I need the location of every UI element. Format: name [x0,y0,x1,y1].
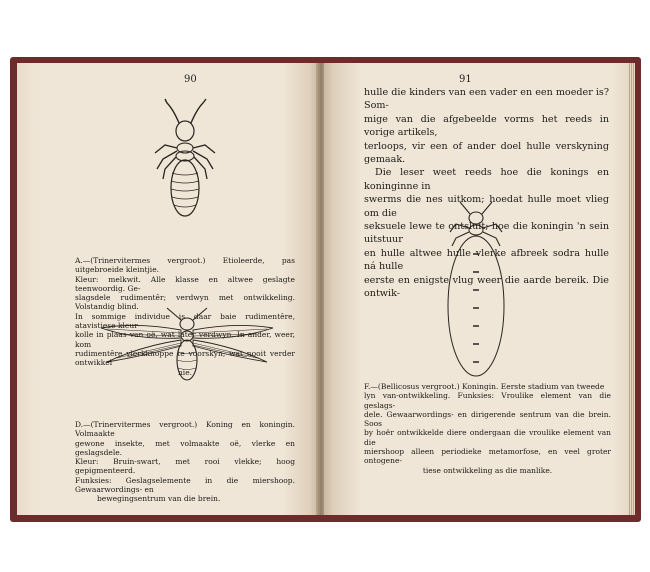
caption-f-line: dele. Gewaarwordings- en dirigerende sentrum van die brein. Soos [364,409,611,429]
caption-f-line: by hoër ontwikkelde diere ondergaan die vroulike element van die [364,428,611,447]
left-page [17,63,319,515]
caption-a-line: Kleur: melkwit. Alle klasse en altwee geslagte teenwoordig. Ge- [75,274,295,293]
figure-f-termite-queen [436,198,516,378]
caption-d-line: Funksies: Geslagselemente in die miershoop. Gewaarwordings- en [75,475,295,495]
caption-f-line: F.—(Bellicosus vergroot.) Koningin. Eerste stadium van tweede [364,382,605,391]
caption-a-line: nie. [177,367,193,377]
right-page [324,63,630,515]
caption-a-line: kolle in plaas van oë, wat later verdwyn. In ander, weer, kom [75,330,295,349]
caption-a-line: rudimentêre vlerkknoppe te voorskyn, wat nooit verder ontwikkel [75,348,295,368]
page-edges [628,63,635,515]
caption-a-line: In sommige individue is daar baie rudimentêre, atavistiese kleur- [75,311,295,331]
caption-d [75,420,295,504]
caption-f-line: miershoop alleen periodieke metamorfose, en veel groter ontogene- [364,447,611,466]
caption-f-line: tiese ontwikkeling as die manlike. [422,465,553,475]
body-line: eerste en enigste vlug weer die aarde bereik. Die ontwik- [364,274,609,300]
page-number-left: 90 [184,74,197,85]
caption-d-line: D.—(Trinervitermes vergroot.) Koning en koningin. Volmaakte [75,420,295,439]
body-line: en hulle altwee hulle vlerke afbreek sodra hulle ná hulle [364,247,609,273]
caption-d-line: Kleur: Bruin-swart, met rooi vlekke; hoog gepigmenteerd. [75,457,295,476]
page-number-right: 91 [459,74,472,85]
body-line: hulle die kinders van een vader en een moeder is? Som- [364,87,609,112]
caption-f [364,382,611,475]
caption-d-line: gewone insekte, met volmaakte oë, vlerke en geslagsdele. [75,438,295,457]
caption-d-line: bewegingsentrum van die brein. [97,494,221,504]
body-line: Die leser weet reeds hoe die konings en koninginne in [364,167,609,192]
body-line: seksuele lewe te ontsluit; hoe die koningin 'n sein uitstuur [364,221,609,246]
caption-f-line: lyn van-ontwikkeling. Funksies: Vroulike element van die geslags- [364,391,611,410]
body-line: mige van die afgebeelde vorms het reeds in vorige artikels, [364,113,609,139]
caption-a-line: slagsdele rudimentêr; verdwyn met ontwikkeling. Volstandig blind. [75,293,295,312]
figure-d-winged-termite [97,300,277,400]
body-line: terloops, vir een of ander doel hulle verskyning gemaak. [364,140,609,166]
caption-a-line: A.—(Trinervitermes vergroot.) Etioleerde, pas uitgebroeide kleintjie. [75,256,295,275]
body-line: swerms die nes uitkom; hoedat hulle moet vlieg om die [364,194,609,219]
figure-a-termite-nymph [145,93,225,233]
